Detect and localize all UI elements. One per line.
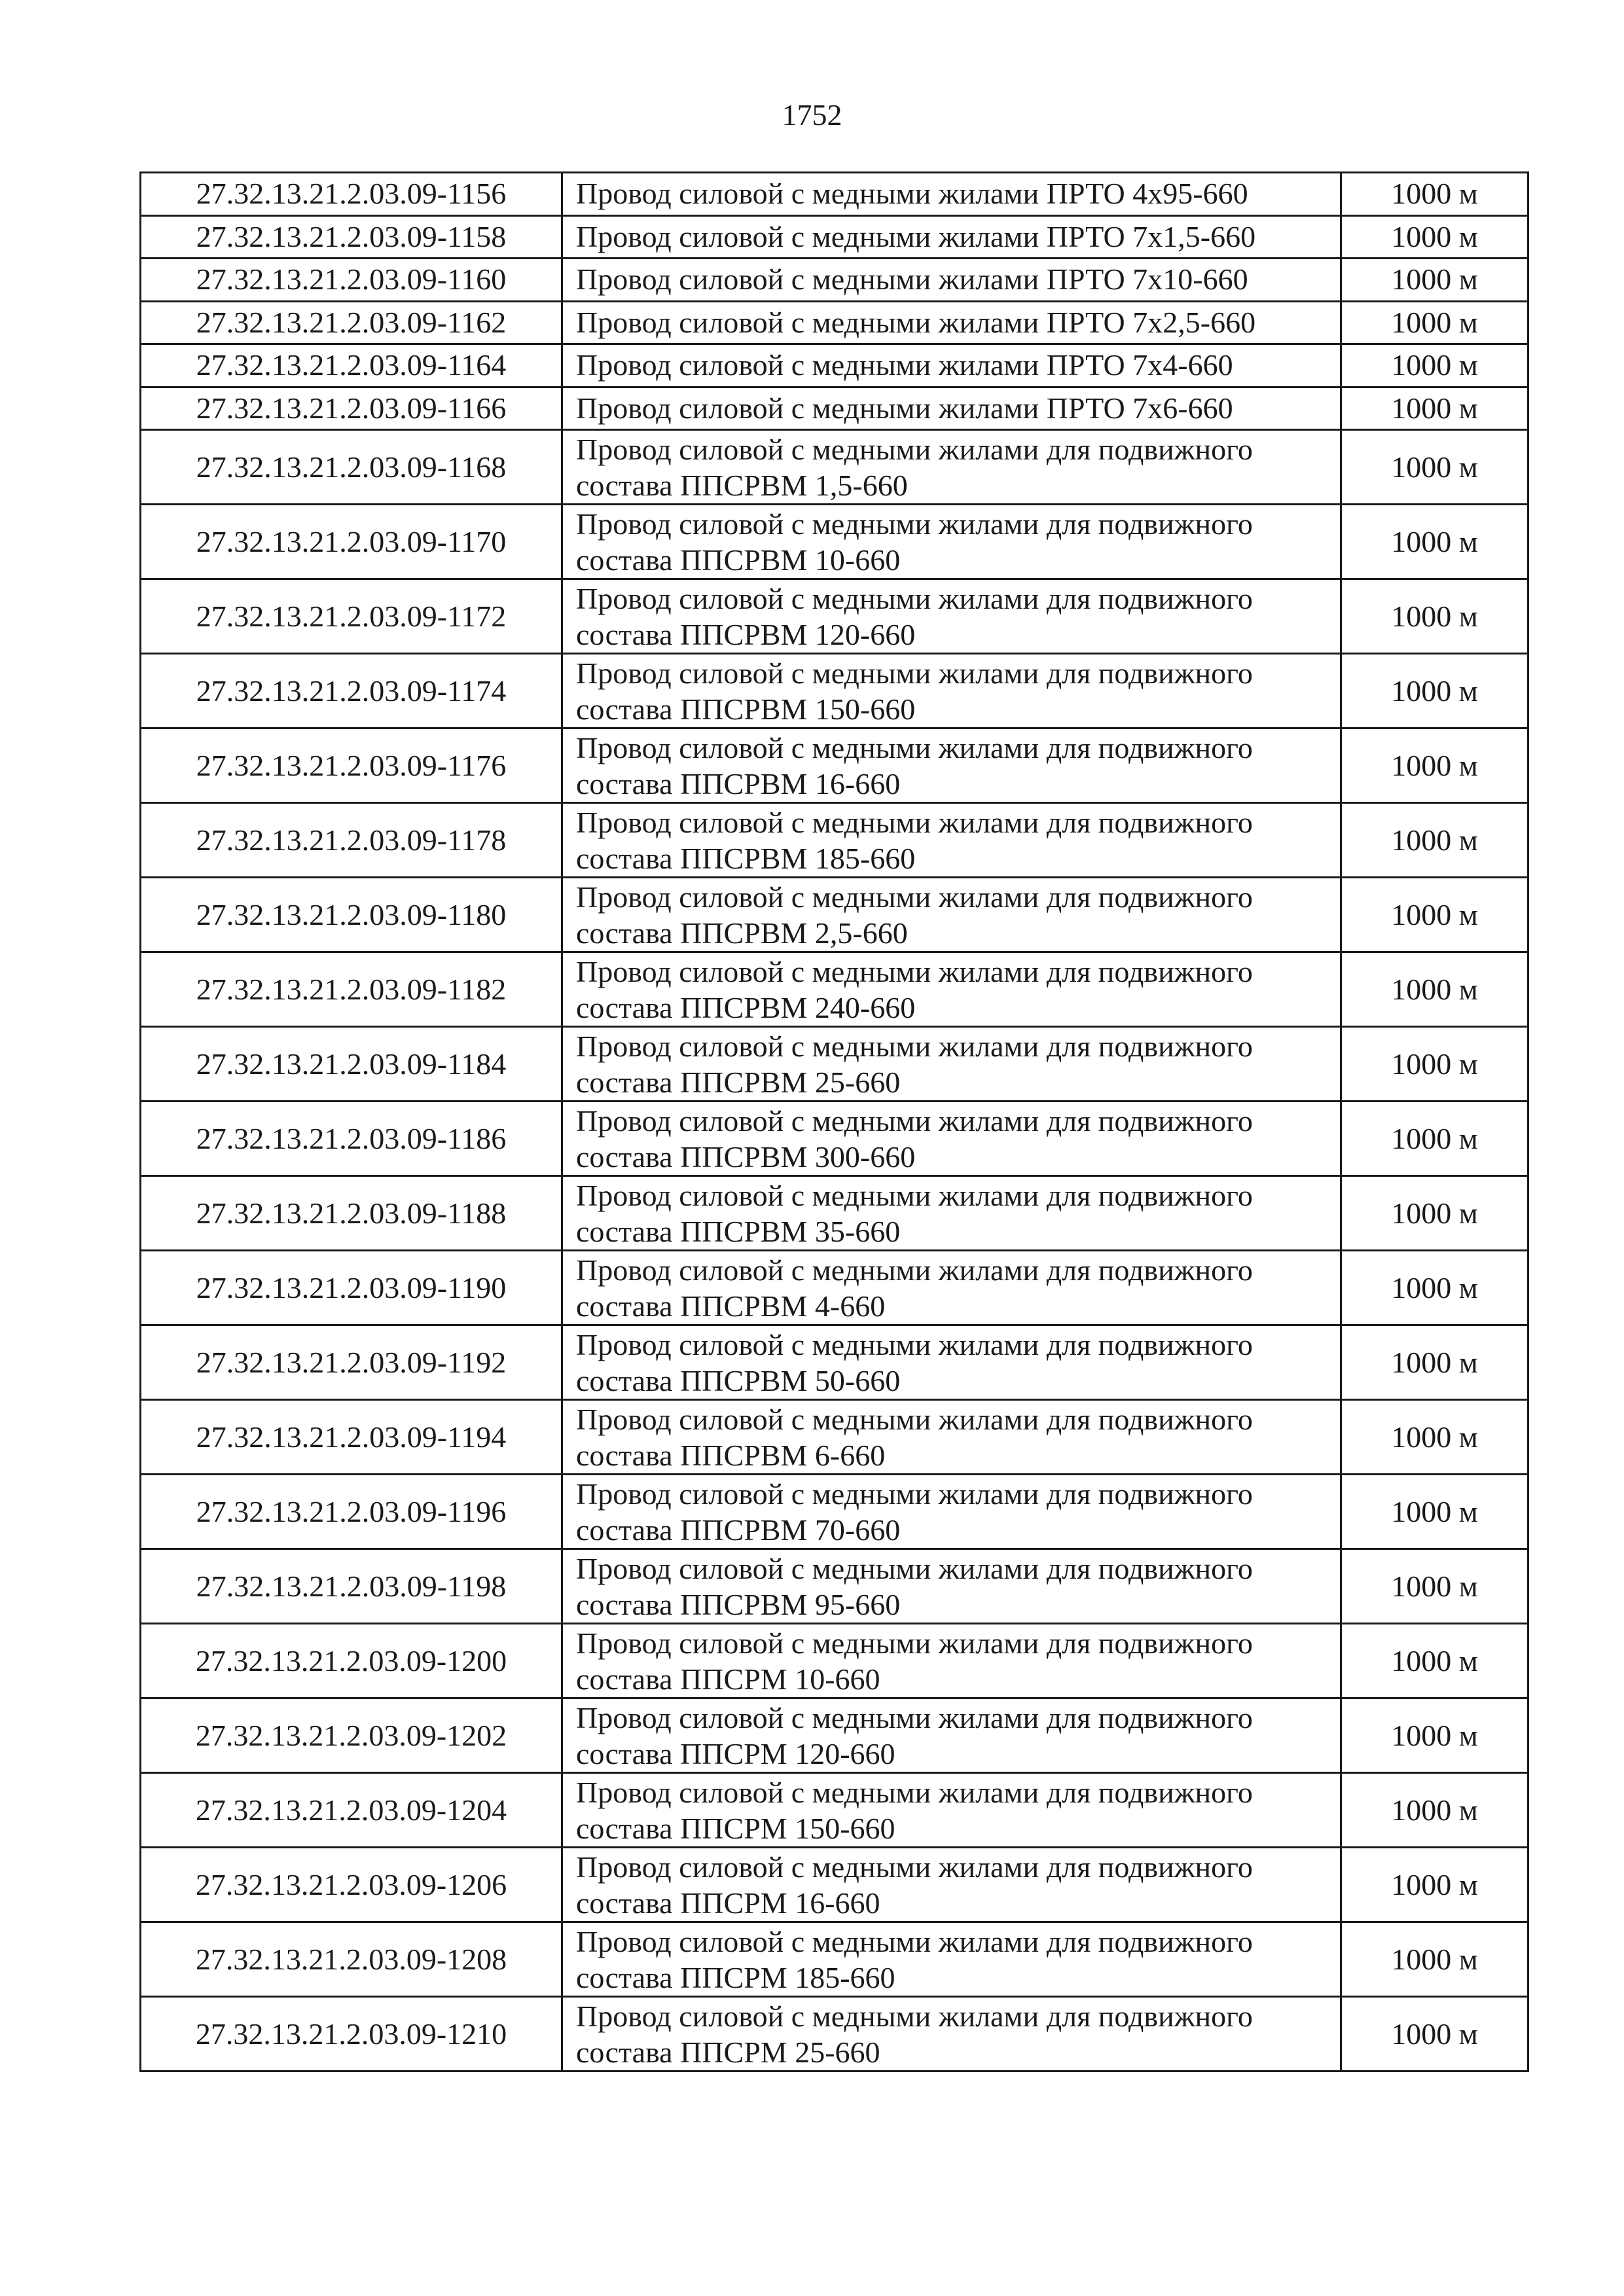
resource-name-line: Провод силовой с медными жилами для подвижного <box>576 1775 1253 1809</box>
unit-cell: 1000 м <box>1341 654 1528 728</box>
resource-name-line: состава ППСРВМ 150-660 <box>576 692 916 726</box>
resource-code-cell: 27.32.13.21.2.03.09-1200 <box>141 1624 562 1698</box>
resource-name-line: Провод силовой с медными жилами для подвижного <box>576 880 1253 914</box>
resource-name-cell <box>562 173 1341 216</box>
table-row <box>141 803 1528 878</box>
resource-name-cell <box>562 1251 1341 1325</box>
resource-name-line: Провод силовой с медными жилами для подвижного <box>576 1999 1253 2033</box>
resource-code-cell: 27.32.13.21.2.03.09-1158 <box>141 215 562 259</box>
unit-cell: 1000 м <box>1341 173 1528 216</box>
resource-code-cell: 27.32.13.21.2.03.09-1202 <box>141 1698 562 1773</box>
table-row <box>141 387 1528 430</box>
table-row <box>141 654 1528 728</box>
resource-code-cell: 27.32.13.21.2.03.09-1188 <box>141 1176 562 1251</box>
unit-cell: 1000 м <box>1341 1400 1528 1475</box>
unit-cell: 1000 м <box>1341 1773 1528 1848</box>
resource-name-cell <box>562 803 1341 878</box>
resource-name-line: Провод силовой с медными жилами для подвижного <box>576 1700 1253 1734</box>
resource-code-cell: 27.32.13.21.2.03.09-1208 <box>141 1922 562 1997</box>
unit-cell: 1000 м <box>1341 1325 1528 1400</box>
table-row <box>141 1549 1528 1624</box>
resource-code-cell: 27.32.13.21.2.03.09-1168 <box>141 430 562 505</box>
unit-cell: 1000 м <box>1341 952 1528 1027</box>
resource-name-line: состава ППСРМ 10-660 <box>576 1662 880 1696</box>
resource-name-line: состава ППСРМ 185-660 <box>576 1960 895 1994</box>
resource-code-cell: 27.32.13.21.2.03.09-1182 <box>141 952 562 1027</box>
resource-code-cell: 27.32.13.21.2.03.09-1170 <box>141 505 562 579</box>
unit-cell: 1000 м <box>1341 505 1528 579</box>
resource-name-line: Провод силовой с медными жилами для подвижного <box>576 507 1253 541</box>
resource-name-cell <box>562 1848 1341 1922</box>
resource-name-line: состава ППСРМ 120-660 <box>576 1736 895 1770</box>
unit-cell: 1000 м <box>1341 1922 1528 1997</box>
resource-name-line: Провод силовой с медными жилами для подвижного <box>576 581 1253 615</box>
unit-cell: 1000 м <box>1341 387 1528 430</box>
resource-name-cell <box>562 1475 1341 1549</box>
table-row <box>141 1922 1528 1997</box>
resource-code-cell: 27.32.13.21.2.03.09-1180 <box>141 878 562 952</box>
resource-name-cell <box>562 579 1341 654</box>
table-row <box>141 1624 1528 1698</box>
resource-name-line: Провод силовой с медными жилами для подвижного <box>576 1029 1253 1063</box>
resource-name-cell <box>562 301 1341 344</box>
resource-name-line: состава ППСРВМ 2,5-660 <box>576 916 908 950</box>
resource-name-cell <box>562 1773 1341 1848</box>
resource-code-cell: 27.32.13.21.2.03.09-1192 <box>141 1325 562 1400</box>
resource-name-line: состава ППСРВМ 50-660 <box>576 1363 901 1397</box>
resource-name-line: Провод силовой с медными жилами для подвижного <box>576 1253 1253 1287</box>
table-row <box>141 430 1528 505</box>
resource-name-cell <box>562 1549 1341 1624</box>
resource-name-line: состава ППСРВМ 6-660 <box>576 1438 886 1472</box>
resource-name-line: состава ППСРВМ 16-660 <box>576 766 901 800</box>
resource-name-cell <box>562 1027 1341 1102</box>
resource-name-cell <box>562 1698 1341 1773</box>
unit-cell: 1000 м <box>1341 1997 1528 2072</box>
resource-name-line: состава ППСРВМ 10-660 <box>576 543 901 577</box>
resource-name-line: Провод силовой с медными жилами для подвижного <box>576 1327 1253 1361</box>
resource-name-line: Провод силовой с медными жилами для подвижного <box>576 1924 1253 1958</box>
resource-name-cell <box>562 1102 1341 1176</box>
resource-name-line: Провод силовой с медными жилами для подвижного <box>576 1103 1253 1138</box>
unit-cell: 1000 м <box>1341 878 1528 952</box>
unit-cell: 1000 м <box>1341 259 1528 302</box>
resource-name-line: состава ППСРМ 16-660 <box>576 1886 880 1920</box>
resource-name-cell <box>562 1997 1341 2072</box>
resource-name-line: Провод силовой с медными жилами ПРТО 7х4-660 <box>576 348 1233 382</box>
resource-name-line: Провод силовой с медными жилами для подвижного <box>576 730 1253 764</box>
resource-code-cell: 27.32.13.21.2.03.09-1166 <box>141 387 562 430</box>
table-row <box>141 1102 1528 1176</box>
resource-name-line: Провод силовой с медными жилами для подвижного <box>576 1477 1253 1511</box>
resource-name-cell <box>562 259 1341 302</box>
table-row <box>141 259 1528 302</box>
unit-cell: 1000 м <box>1341 344 1528 387</box>
resource-code-cell: 27.32.13.21.2.03.09-1194 <box>141 1400 562 1475</box>
table-row <box>141 344 1528 387</box>
resource-code-cell: 27.32.13.21.2.03.09-1174 <box>141 654 562 728</box>
table-body <box>141 173 1528 2072</box>
resource-name-line: состава ППСРВМ 25-660 <box>576 1065 901 1099</box>
table-row <box>141 878 1528 952</box>
resource-name-line: Провод силовой с медными жилами для подвижного <box>576 1850 1253 1884</box>
resource-name-cell <box>562 1325 1341 1400</box>
table-row <box>141 579 1528 654</box>
resource-code-cell: 27.32.13.21.2.03.09-1164 <box>141 344 562 387</box>
unit-cell: 1000 м <box>1341 1549 1528 1624</box>
resource-code-cell: 27.32.13.21.2.03.09-1162 <box>141 301 562 344</box>
table-row <box>141 1176 1528 1251</box>
resource-code-cell: 27.32.13.21.2.03.09-1198 <box>141 1549 562 1624</box>
table-row <box>141 505 1528 579</box>
table-row <box>141 728 1528 803</box>
unit-cell: 1000 м <box>1341 728 1528 803</box>
resource-name-line: состава ППСРВМ 185-660 <box>576 841 916 875</box>
page-number: 1752 <box>782 98 842 132</box>
resource-name-line: Провод силовой с медными жилами для подвижного <box>576 954 1253 988</box>
resource-name-line: Провод силовой с медными жилами для подвижного <box>576 805 1253 839</box>
table-row <box>141 952 1528 1027</box>
resource-code-cell: 27.32.13.21.2.03.09-1156 <box>141 173 562 216</box>
resource-name-line: состава ППСРВМ 70-660 <box>576 1513 901 1547</box>
resource-table <box>139 171 1529 2072</box>
resource-name-cell <box>562 1922 1341 1997</box>
resource-name-line: состава ППСРВМ 300-660 <box>576 1139 916 1174</box>
resource-name-line: состава ППСРВМ 95-660 <box>576 1587 901 1621</box>
resource-name-line: состава ППСРВМ 1,5-660 <box>576 468 908 502</box>
resource-name-cell <box>562 728 1341 803</box>
table-row <box>141 301 1528 344</box>
table-row <box>141 1475 1528 1549</box>
resource-name-line: Провод силовой с медными жилами для подвижного <box>576 1551 1253 1585</box>
resource-code-cell: 27.32.13.21.2.03.09-1172 <box>141 579 562 654</box>
table-row <box>141 1251 1528 1325</box>
resource-code-cell: 27.32.13.21.2.03.09-1184 <box>141 1027 562 1102</box>
resource-name-cell <box>562 878 1341 952</box>
resource-code-cell: 27.32.13.21.2.03.09-1210 <box>141 1997 562 2072</box>
resource-name-line: Провод силовой с медными жилами ПРТО 7х10-660 <box>576 262 1248 296</box>
resource-code-cell: 27.32.13.21.2.03.09-1196 <box>141 1475 562 1549</box>
unit-cell: 1000 м <box>1341 430 1528 505</box>
unit-cell: 1000 м <box>1341 1698 1528 1773</box>
unit-cell: 1000 м <box>1341 1251 1528 1325</box>
resource-name-line: Провод силовой с медными жилами для подвижного <box>576 1626 1253 1660</box>
resource-name-cell <box>562 344 1341 387</box>
unit-cell: 1000 м <box>1341 1848 1528 1922</box>
table-row <box>141 1773 1528 1848</box>
unit-cell: 1000 м <box>1341 1475 1528 1549</box>
table-row <box>141 1848 1528 1922</box>
resource-name-cell <box>562 215 1341 259</box>
resource-name-line: Провод силовой с медными жилами ПРТО 7х6-660 <box>576 391 1233 425</box>
resource-name-line: состава ППСРВМ 120-660 <box>576 617 916 651</box>
resource-name-line: Провод силовой с медными жилами для подвижного <box>576 432 1253 466</box>
resource-code-cell: 27.32.13.21.2.03.09-1206 <box>141 1848 562 1922</box>
resource-name-line: Провод силовой с медными жилами для подвижного <box>576 1402 1253 1436</box>
resource-name-cell <box>562 1624 1341 1698</box>
resource-code-cell: 27.32.13.21.2.03.09-1186 <box>141 1102 562 1176</box>
resource-name-cell <box>562 430 1341 505</box>
resource-name-line: Провод силовой с медными жилами ПРТО 4х95-660 <box>576 177 1248 211</box>
resource-name-cell <box>562 952 1341 1027</box>
unit-cell: 1000 м <box>1341 1176 1528 1251</box>
table-row <box>141 215 1528 259</box>
resource-name-cell <box>562 1400 1341 1475</box>
resource-name-line: состава ППСРМ 150-660 <box>576 1811 895 1845</box>
unit-cell: 1000 м <box>1341 803 1528 878</box>
resource-name-line: состава ППСРМ 25-660 <box>576 2035 880 2069</box>
unit-cell: 1000 м <box>1341 579 1528 654</box>
resource-name-cell <box>562 1176 1341 1251</box>
resource-name-cell <box>562 387 1341 430</box>
resource-name-line: Провод силовой с медными жилами для подвижного <box>576 656 1253 690</box>
resource-name-line: Провод силовой с медными жилами ПРТО 7х2,5-660 <box>576 305 1256 339</box>
table-row <box>141 1400 1528 1475</box>
resource-code-cell: 27.32.13.21.2.03.09-1176 <box>141 728 562 803</box>
resource-code-cell: 27.32.13.21.2.03.09-1178 <box>141 803 562 878</box>
table-row <box>141 1698 1528 1773</box>
resource-name-line: состава ППСРВМ 4-660 <box>576 1289 886 1323</box>
resource-name-line: Провод силовой с медными жилами ПРТО 7х1,5-660 <box>576 219 1256 253</box>
resource-name-line: состава ППСРВМ 35-660 <box>576 1214 901 1248</box>
unit-cell: 1000 м <box>1341 1624 1528 1698</box>
table-row <box>141 1027 1528 1102</box>
unit-cell: 1000 м <box>1341 215 1528 259</box>
table-row <box>141 1325 1528 1400</box>
unit-cell: 1000 м <box>1341 301 1528 344</box>
unit-cell: 1000 м <box>1341 1102 1528 1176</box>
resource-code-cell: 27.32.13.21.2.03.09-1160 <box>141 259 562 302</box>
resource-name-line: состава ППСРВМ 240-660 <box>576 990 916 1024</box>
resource-name-cell <box>562 505 1341 579</box>
resource-name-line: Провод силовой с медными жилами для подвижного <box>576 1178 1253 1212</box>
resource-code-cell: 27.32.13.21.2.03.09-1190 <box>141 1251 562 1325</box>
table-row <box>141 173 1528 216</box>
unit-cell: 1000 м <box>1341 1027 1528 1102</box>
resource-name-cell <box>562 654 1341 728</box>
table-row <box>141 1997 1528 2072</box>
resource-code-cell: 27.32.13.21.2.03.09-1204 <box>141 1773 562 1848</box>
